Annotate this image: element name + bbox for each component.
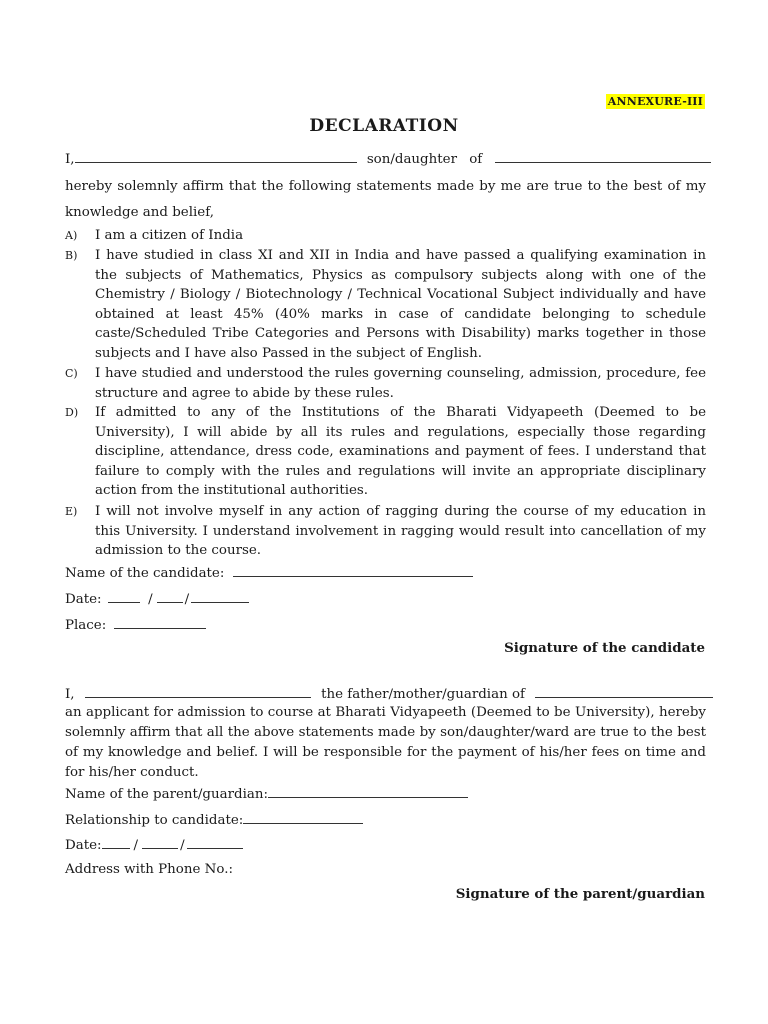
candidate-place-label: Place:	[65, 618, 107, 633]
guardian-date-row	[65, 834, 705, 856]
candidate-parent-blank[interactable]	[495, 148, 711, 163]
relationship-field[interactable]	[243, 809, 363, 824]
address-row	[65, 860, 705, 880]
date-separator: /	[184, 592, 190, 607]
statement-text: I have studied and understood the rules governing counseling, admission, procedure, fee structure and agree to abide by these rules.	[95, 366, 706, 401]
candidate-name-row	[65, 562, 705, 584]
candidate-intro-prefix: I,	[65, 152, 75, 167]
candidate-intro-relation: son/daughter	[366, 152, 457, 167]
candidate-date-month[interactable]	[157, 588, 183, 603]
relationship-label: Relationship to candidate:	[65, 813, 244, 828]
candidate-date-year[interactable]	[191, 588, 249, 603]
statement-label: E)	[65, 505, 78, 518]
address-label: Address with Phone No.:	[65, 862, 233, 877]
guardian-date-day[interactable]	[102, 834, 130, 849]
guardian-name-row	[65, 783, 705, 805]
candidate-place-row	[65, 614, 705, 636]
candidate-intro-line	[65, 148, 705, 170]
statement-e	[65, 502, 706, 561]
guardian-date-year[interactable]	[187, 834, 243, 849]
statement-label: D)	[65, 406, 79, 419]
statement-label: B)	[65, 249, 78, 262]
page-title: DECLARATION	[309, 116, 459, 136]
candidate-place-field[interactable]	[114, 614, 206, 629]
guardian-affirmation: an applicant for admission to course at Bharati Vidyapeeth (Deemed to be University), hereby solemnly affirm that all the above statements made by son/daughter/ward are true to the best of my knowledge and belief. I will be responsible for the payment of his/her fees on time and for his/her conduct.	[65, 705, 706, 780]
annexure-label: ANNEXURE-III	[607, 95, 703, 108]
date-separator: /	[180, 838, 185, 853]
candidate-intro-of: of	[469, 152, 483, 167]
guardian-date-label: Date:	[65, 838, 102, 853]
candidate-name-blank[interactable]	[75, 148, 357, 163]
guardian-intro-prefix: I,	[65, 687, 75, 702]
statement-b	[65, 246, 706, 364]
statement-label: C)	[65, 367, 78, 380]
guardian-signature-label: Signature of the parent/guardian	[455, 886, 705, 902]
date-separator: /	[148, 592, 153, 607]
statement-text: If admitted to any of the Institutions of the Bharati Vidyapeeth (Deemed to be University), I will abide by all its rules and regulations, especially those regarding discipline, attendance, dress code, examinations and payment of fees. I understand that failure to comply with the rules and regulations will invite an appropriate disciplinary action from the institutional authorities.	[95, 405, 706, 499]
candidate-date-row	[65, 588, 705, 610]
statement-a	[65, 226, 706, 246]
guardian-name-label: Name of the parent/guardian:	[65, 787, 268, 802]
guardian-ward-blank[interactable]	[535, 683, 713, 698]
guardian-intro-line	[65, 683, 705, 705]
guardian-intro-relation: the father/mother/guardian of	[321, 687, 525, 702]
candidate-name-label: Name of the candidate:	[65, 566, 225, 581]
candidate-name-field[interactable]	[233, 562, 473, 577]
candidate-date-label: Date:	[65, 592, 102, 607]
statement-c	[65, 364, 706, 403]
relationship-row	[65, 809, 705, 831]
statement-d	[65, 403, 706, 501]
guardian-date-month[interactable]	[142, 834, 178, 849]
guardian-name-blank[interactable]	[85, 683, 311, 698]
statement-text: I have studied in class XI and XII in India and have passed a qualifying examination in the subjects of Mathematics, Physics as compulsory subjects along with one of the Chemistry / Biology / Biotechnology / Technical Vocational Subject individually and have obtained at least 45% (40% marks in case of candidate belonging to schedule caste/Scheduled Tribe Categories and Persons with Disability) marks together in those subjects and I have also Passed in the subject of English.	[95, 248, 706, 361]
guardian-name-field[interactable]	[268, 783, 468, 798]
candidate-date-day[interactable]	[108, 588, 140, 603]
statement-text: I will not involve myself in any action of ragging during the course of my education in this University. I understand involvement in ragging would result into cancellation of my admission to the course.	[95, 504, 706, 559]
statement-text: I am a citizen of India	[95, 228, 244, 243]
candidate-affirmation: hereby solemnly affirm that the following statements made by me are true to the best of my knowledge and belief,	[65, 179, 706, 220]
statement-label: A)	[65, 229, 78, 242]
date-separator: /	[133, 838, 139, 853]
candidate-signature-label: Signature of the candidate	[504, 640, 705, 656]
